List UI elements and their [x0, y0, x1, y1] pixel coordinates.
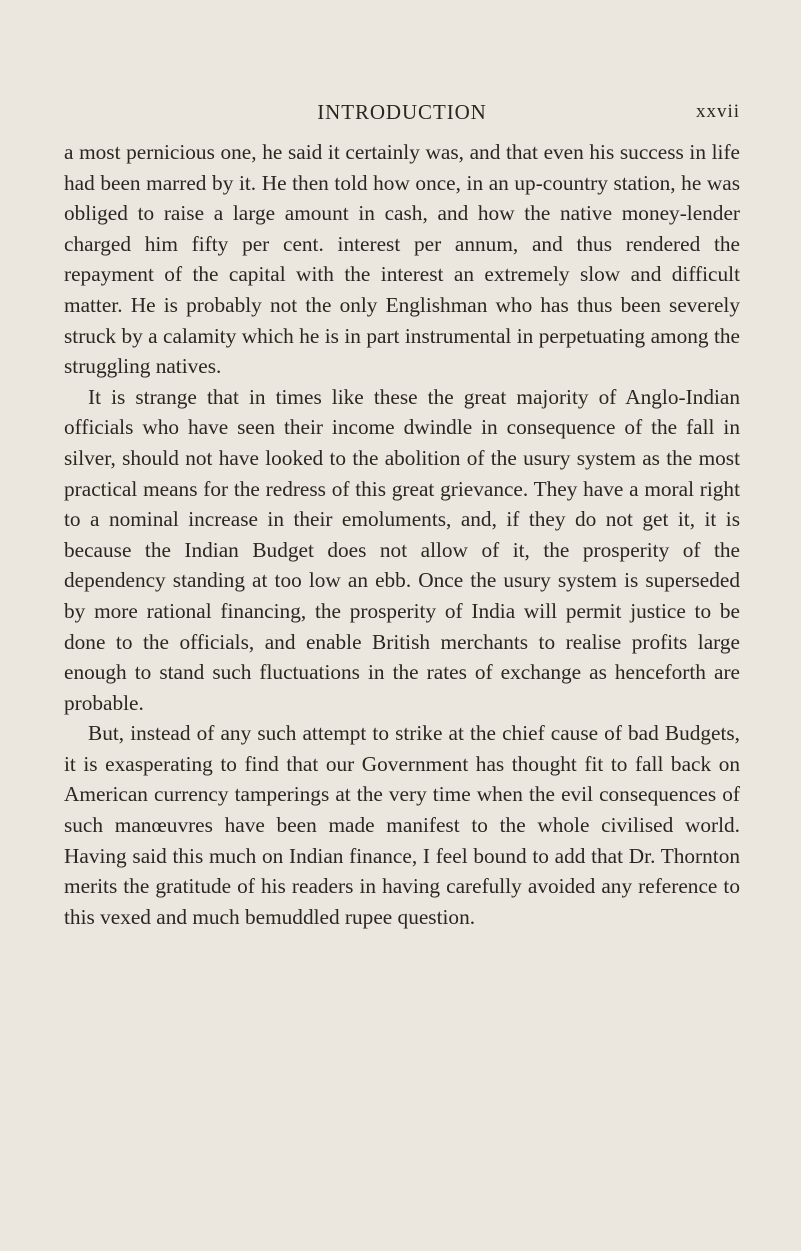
paragraph-3: But, instead of any such attempt to strike at the chief cause of bad Budgets, it is exasperating to find that our Government has thought fit to fall back on American currency tamperings at the very time when the evil consequences of such manœuvres have been made manifest to the whole civilised world. Having said this much on Indian finance, I feel bound to add that Dr. Thornton merits the gratitude of his readers in having carefully avoided any reference to this vexed and much bemuddled rupee question. — [64, 721, 740, 929]
running-title: INTRODUCTION — [317, 100, 487, 124]
body-text — [64, 137, 740, 932]
paragraph-2: It is strange that in times like these the great majority of Anglo-Indian officials who have seen their income dwindle in consequence of the fall in silver, should not have looked to the abolition of the usury system as the most practical means for the redress of this great grievance. They have a moral right to a nominal increase in their emoluments, and, if they do not get it, it is because the Indian Budget does not allow of it, the prosperity of the dependency standing at too low an ebb. Once the usury system is superseded by more rational financing, the prosperity of India will permit justice to be done to the officials, and enable British merchants to realise profits large enough to stand such fluctuations in the rates of exchange as henceforth are probable. — [64, 384, 740, 715]
paragraph-1: a most pernicious one, he said it certainly was, and that even his success in life had been marred by it. He then told how once, in an up-country station, he was obliged to raise a large amount in cash, and how the native money-lender charged him fifty per cent. interest per annum, and thus rendered the repayment of the capital with the interest an extremely slow and difficult matter. He is probably not the only Englishman who has thus been severely struck by a calamity which he is in part instrumental in perpetuating among the struggling natives. — [64, 140, 740, 379]
page-number: xxvii — [695, 101, 740, 122]
running-head — [64, 97, 740, 127]
